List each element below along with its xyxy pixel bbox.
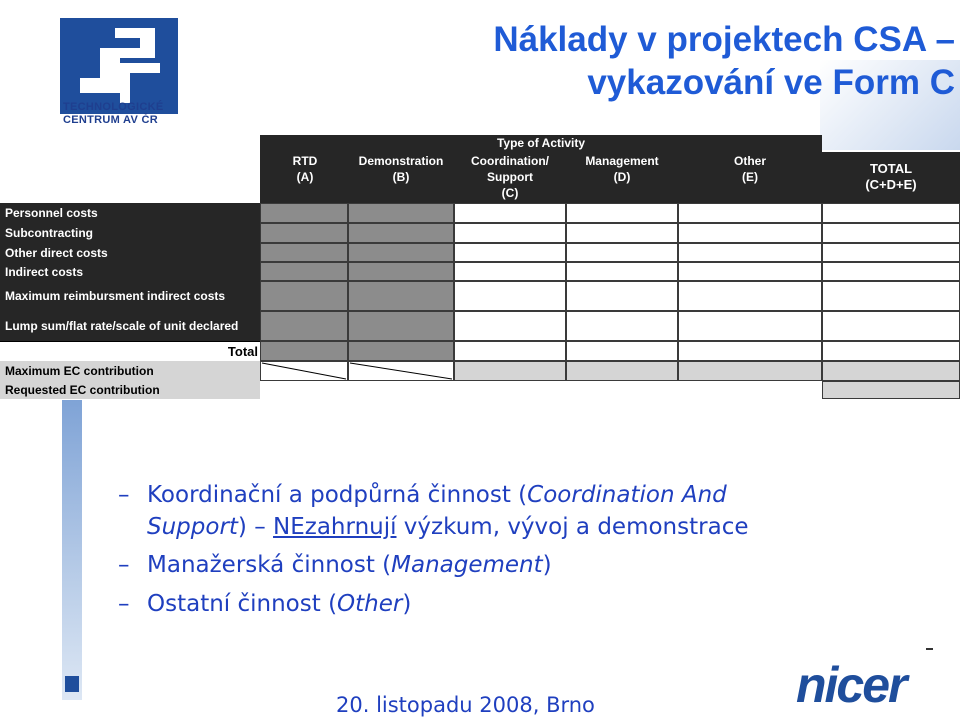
bullet-1-underlined: NEzahrnují [273, 514, 397, 540]
table-cell [260, 381, 348, 399]
table-cell [260, 311, 348, 341]
page-title [290, 18, 955, 104]
table-cell [822, 361, 960, 381]
bullet-1-text-b2: výzkum, vývoj a demonstrace [396, 514, 749, 540]
table-cell [454, 281, 566, 311]
bullet-3-close: ) [402, 591, 412, 617]
table-cell [454, 243, 566, 262]
table-cell [678, 243, 822, 262]
table-cell [822, 341, 960, 361]
table-cell [822, 381, 960, 399]
row-label-other-direct: Other direct costs [0, 243, 260, 262]
table-cell [454, 203, 566, 223]
table-cell [348, 243, 454, 262]
row-label-total: Total [0, 341, 260, 361]
table-cell [454, 262, 566, 281]
table-cell [454, 361, 566, 381]
column-header-total: TOTAL (C+D+E) [865, 161, 917, 192]
table-cell [822, 311, 960, 341]
table-cell [348, 311, 454, 341]
table-cell [260, 243, 348, 262]
bullet-3-text: Ostatní činnost ( [147, 591, 338, 617]
row-label-personnel: Personnel costs [0, 203, 260, 223]
total-divider [0, 341, 260, 342]
left-decorative-square [65, 676, 79, 692]
table-cell [566, 341, 678, 361]
table-cell [678, 381, 822, 399]
table-cell [260, 203, 348, 223]
row-label-lump-sum: Lump sum/flat rate/scale of unit declared [0, 311, 260, 341]
table-cell [678, 223, 822, 243]
table-cell [822, 223, 960, 243]
bullet-1-italic-a: Coordination And [527, 482, 727, 508]
bullet-1-text-b: ) – [237, 514, 274, 540]
diagonal-strike-marks [260, 361, 454, 381]
table-cell [822, 281, 960, 311]
row-label-subcontracting: Subcontracting [0, 223, 260, 243]
table-cell [566, 262, 678, 281]
table-cell [822, 262, 960, 281]
bullet-1-italic-b: Support [147, 514, 238, 540]
logo-text [63, 101, 183, 127]
type-of-activity-header: Type of Activity [260, 135, 822, 152]
table-cell [566, 311, 678, 341]
title-line-2: vykazování ve Form C [587, 63, 955, 102]
title-line-1: Náklady v projektech CSA – [493, 20, 955, 59]
table-cell [454, 223, 566, 243]
table-cell [678, 311, 822, 341]
bullet-2-text: Manažerská činnost ( [147, 552, 392, 578]
table-cell [348, 223, 454, 243]
form-c-table [0, 133, 960, 403]
table-cell [678, 361, 822, 381]
table-cell [260, 262, 348, 281]
bullet-2-close: ) [542, 552, 552, 578]
footer-date: 20. listopadu 2008, Brno [336, 693, 595, 717]
table-cell [566, 281, 678, 311]
table-cell [348, 203, 454, 223]
table-cell [566, 223, 678, 243]
column-header-demonstration: Demonstration (B) [358, 154, 444, 184]
logo-line-2: CENTRUM AV ČR [63, 114, 158, 126]
logo-line-1: TECHNOLOGICKÉ [63, 101, 164, 113]
column-header-coordination: Coordination/ Support (C) [471, 154, 549, 200]
table-cell [566, 243, 678, 262]
table-cell [454, 311, 566, 341]
table-cell [822, 203, 960, 223]
table-cell [348, 281, 454, 311]
bullet-dash: – [118, 482, 130, 508]
table-cell [678, 262, 822, 281]
table-cell [260, 223, 348, 243]
table-cell [566, 381, 678, 399]
column-header-management: Management (D) [585, 154, 659, 184]
footer-mark [926, 648, 933, 650]
table-cell [566, 361, 678, 381]
bullet-3-italic: Other [337, 591, 403, 617]
table-cell [454, 341, 566, 361]
table-cell [566, 203, 678, 223]
table-cell [260, 341, 348, 361]
table-cell [678, 203, 822, 223]
table-cell [348, 381, 454, 399]
table-cell [348, 262, 454, 281]
table-cell [678, 341, 822, 361]
table-cell [348, 341, 454, 361]
bullet-2-italic: Management [391, 552, 543, 578]
bullet-dash: – [118, 591, 130, 617]
row-label-max-ec: Maximum EC contribution [0, 361, 260, 380]
column-header-other: Other (E) [733, 154, 766, 184]
row-label-requested-ec: Requested EC contribution [0, 380, 260, 399]
table-cell [678, 281, 822, 311]
bullet-dash: – [118, 552, 130, 578]
table-cell [260, 281, 348, 311]
bullet-coordination-line-2 [147, 511, 749, 543]
row-label-max-reimbursement: Maximum reimbursment indirect costs [0, 281, 260, 311]
nicer-logo-text: nicer [796, 657, 906, 713]
table-cell [822, 243, 960, 262]
bullet-1-text-a: Koordinační a podpůrná činnost ( [147, 482, 528, 508]
row-label-indirect: Indirect costs [0, 262, 260, 281]
column-header-rtd: RTD (A) [292, 154, 318, 184]
left-decorative-bar [62, 400, 82, 700]
table-cell [454, 381, 566, 399]
